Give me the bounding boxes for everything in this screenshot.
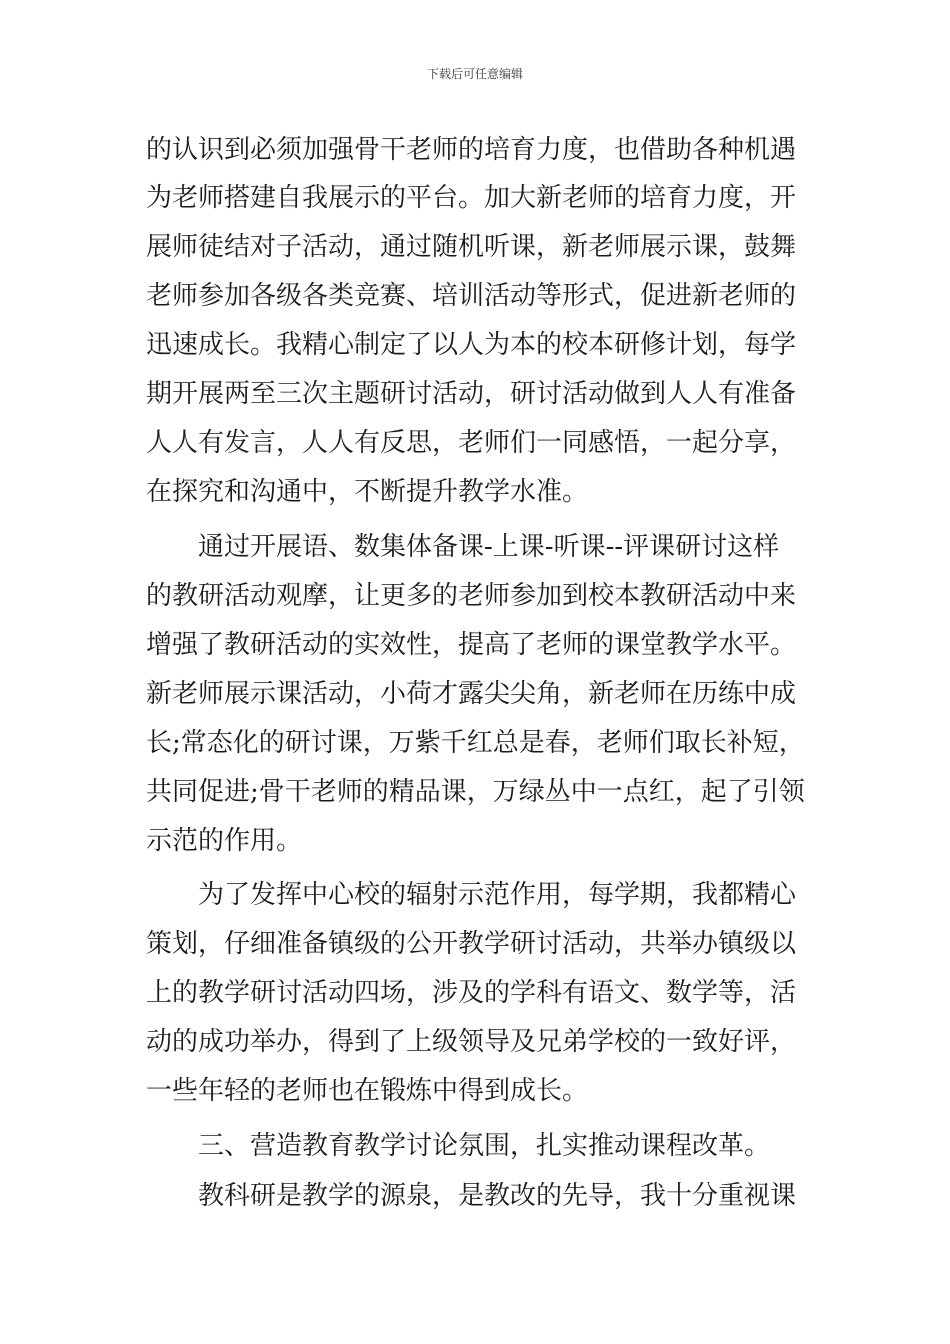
- text-line: 新老师展示课活动，小荷才露尖尖角，新老师在历练中成: [146, 679, 797, 709]
- text-line: 期开展两至三次主题研讨活动，研讨活动做到人人有准备: [146, 379, 797, 409]
- text-line: 动的成功举办，得到了上级领导及兄弟学校的一致好评，: [146, 1027, 797, 1057]
- text-line: 增强了教研活动的实效性，提高了老师的课堂教学水平。: [146, 630, 797, 660]
- text-line: 上的教学研讨活动四场，涉及的学科有语文、数学等，活: [146, 978, 797, 1008]
- text-line: 的认识到必须加强骨干老师的培育力度，也借助各种机遇: [146, 135, 797, 165]
- text-line: 策划，仔细准备镇级的公开教学研讨活动，共举办镇级以: [146, 929, 797, 959]
- text-line: 为老师搭建自我展示的平台。加大新老师的培育力度，开: [146, 183, 797, 213]
- text-line: 长;常态化的研讨课，万紫千红总是春，老师们取长补短，: [146, 728, 805, 758]
- text-line: 迅速成长。我精心制定了以人为本的校本研修计划，每学: [146, 330, 797, 360]
- text-line: 在探究和沟通中，不断提升教学水准。: [146, 477, 589, 507]
- text-line: 示范的作用。: [146, 826, 303, 856]
- paragraph-start-line: 通过开展语、数集体备课-上课-听课--评课研讨这样: [198, 532, 780, 562]
- section-heading: 三、营造教育教学讨论氛围，扎实推动课程改革。: [198, 1131, 771, 1161]
- text-line: 一些年轻的老师也在锻炼中得到成长。: [146, 1076, 589, 1106]
- text-line: 展师徒结对子活动，通过随机听课，新老师展示课，鼓舞: [146, 232, 797, 262]
- text-line: 共同促进;骨干老师的精品课，万绿丛中一点红，起了引领: [146, 777, 805, 807]
- text-line: 老师参加各级各类竞赛、培训活动等形式，促进新老师的: [146, 281, 797, 311]
- text-line: 人人有发言，人人有反思，老师们一同感悟，一起分享，: [146, 428, 797, 458]
- page-header: 下载后可任意编辑: [426, 67, 523, 81]
- paragraph-start-line: 教科研是教学的源泉，是教改的先导，我十分重视课: [198, 1181, 797, 1211]
- text-line: 的教研活动观摩，让更多的老师参加到校本教研活动中来: [146, 581, 797, 611]
- paragraph-start-line: 为了发挥中心校的辐射示范作用，每学期，我都精心: [198, 880, 797, 910]
